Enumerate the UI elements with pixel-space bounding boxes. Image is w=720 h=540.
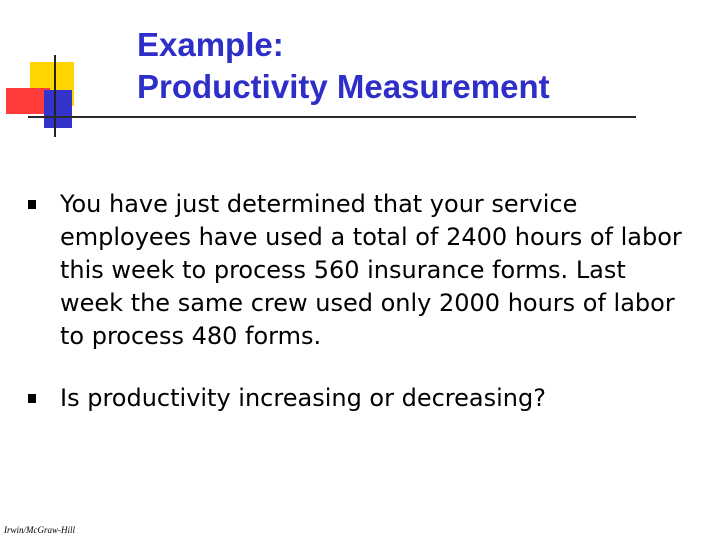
slide-title <box>137 24 550 108</box>
square-bullet-icon <box>28 200 36 209</box>
bullet-text: You have just determined that your service employees have used a total of 2400 hours of labor this week to process 560 insurance forms. Last week the same crew used only 2000 hours of labor to process 480 forms. <box>60 190 682 350</box>
bullet-item <box>28 188 688 353</box>
slide-title-line2: Productivity Measurement <box>137 68 550 105</box>
bullet-list <box>28 188 688 415</box>
bullet-item <box>28 382 688 415</box>
square-bullet-icon <box>28 394 36 403</box>
title-divider <box>30 116 636 118</box>
decorative-logo-icon <box>0 0 140 140</box>
slide-title-line1: Example: <box>137 26 284 63</box>
logo-vertical-line <box>54 55 56 137</box>
footer-publisher: Irwin/McGraw-Hill <box>4 525 75 535</box>
logo-blue-square <box>44 90 72 128</box>
bullet-text: Is productivity increasing or decreasing? <box>60 384 546 412</box>
